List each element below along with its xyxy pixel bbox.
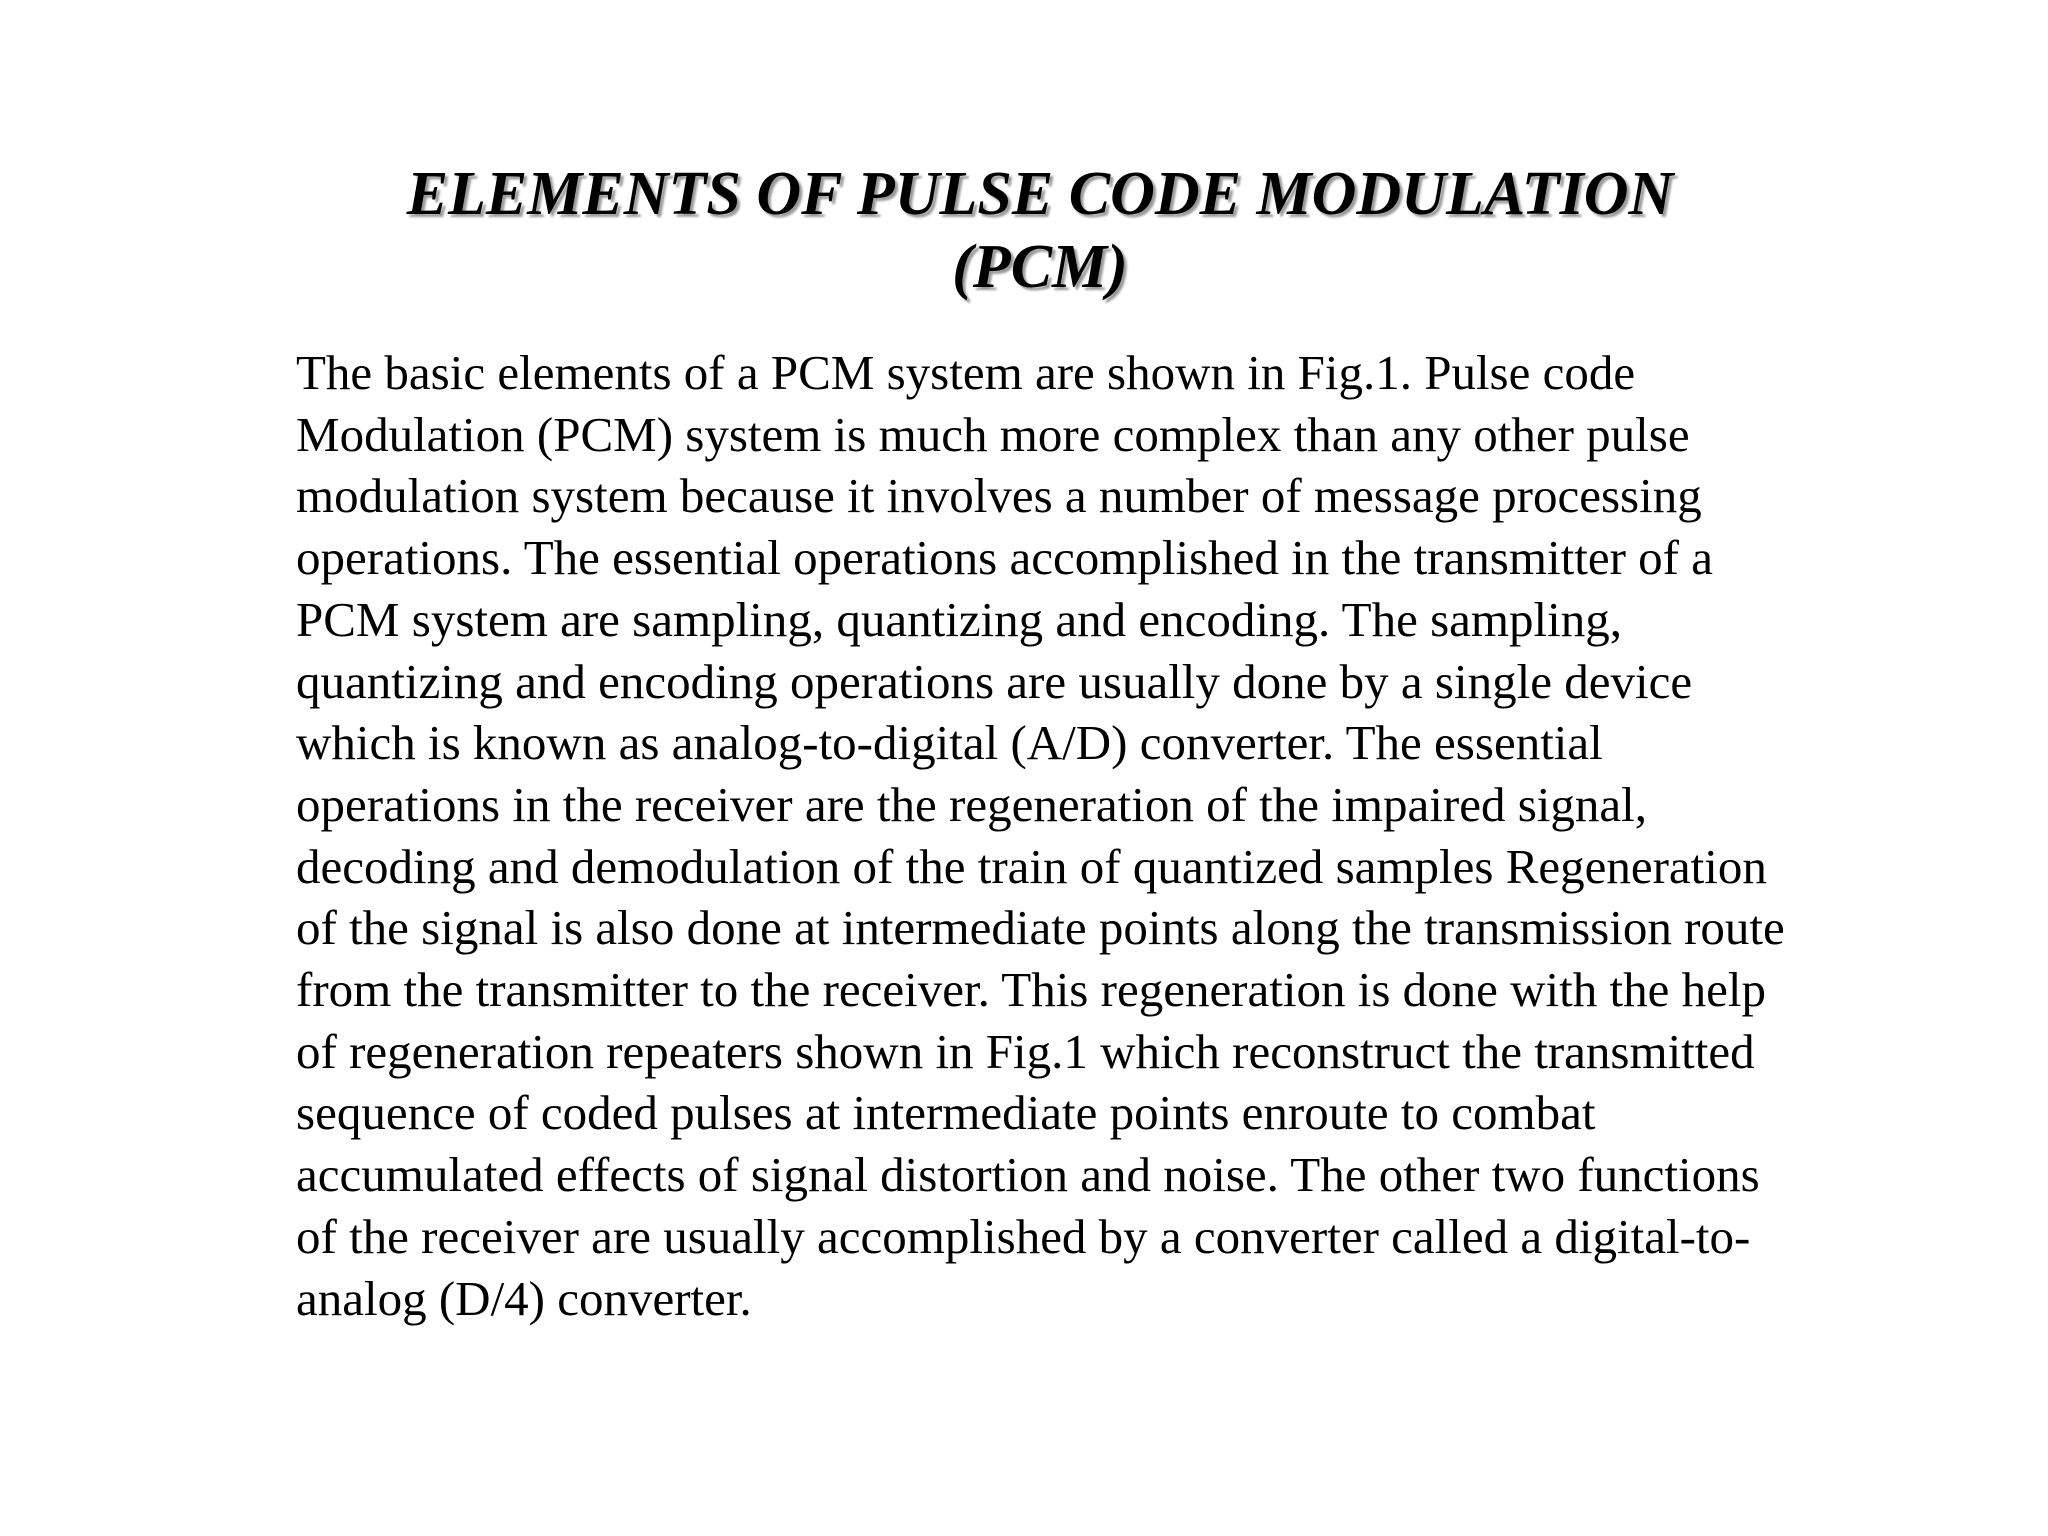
body-line: of regeneration repeaters shown in Fig.1 which reconstruct the transmitted bbox=[296, 1023, 1755, 1079]
body-line: of the receiver are usually accomplished by a converter called a digital-to- bbox=[296, 1208, 1751, 1264]
body-line: modulation system because it involves a number of message processing bbox=[296, 468, 1702, 524]
body-line: The basic elements of a PCM system are shown in Fig.1. Pulse code bbox=[296, 345, 1636, 400]
body-line: PCM system are sampling, quantizing and encoding. The sampling, bbox=[296, 591, 1622, 647]
body-line: accumulated effects of signal distortion and noise. The other two functions bbox=[296, 1147, 1760, 1203]
slide-title-line: ELEMENTS OF PULSE CODE MODULATION bbox=[406, 160, 1674, 228]
body-line: of the signal is also done at intermediate points along the transmission route bbox=[296, 900, 1785, 956]
body-line: analog (D/4) converter. bbox=[296, 1270, 752, 1326]
body-line: sequence of coded pulses at intermediate points enroute to combat bbox=[296, 1085, 1596, 1141]
body-line: which is known as analog-to-digital (A/D) converter. The essential bbox=[296, 715, 1603, 771]
body-line: from the transmitter to the receiver. This regeneration is done with the help bbox=[296, 962, 1766, 1018]
body-line: quantizing and encoding operations are usually done by a single device bbox=[296, 653, 1693, 709]
body-line: Modulation (PCM) system is much more complex than any other pulse bbox=[296, 406, 1690, 462]
slide-body-paragraph bbox=[296, 342, 1976, 1329]
slide-title-line: (PCM) bbox=[952, 233, 1128, 301]
body-line: decoding and demodulation of the train of quantized samples Regeneration bbox=[296, 838, 1767, 894]
body-line: operations in the receiver are the regeneration of the impaired signal, bbox=[296, 776, 1647, 832]
slide-title bbox=[260, 158, 1820, 304]
body-line: operations. The essential operations accomplished in the transmitter of a bbox=[296, 530, 1713, 586]
